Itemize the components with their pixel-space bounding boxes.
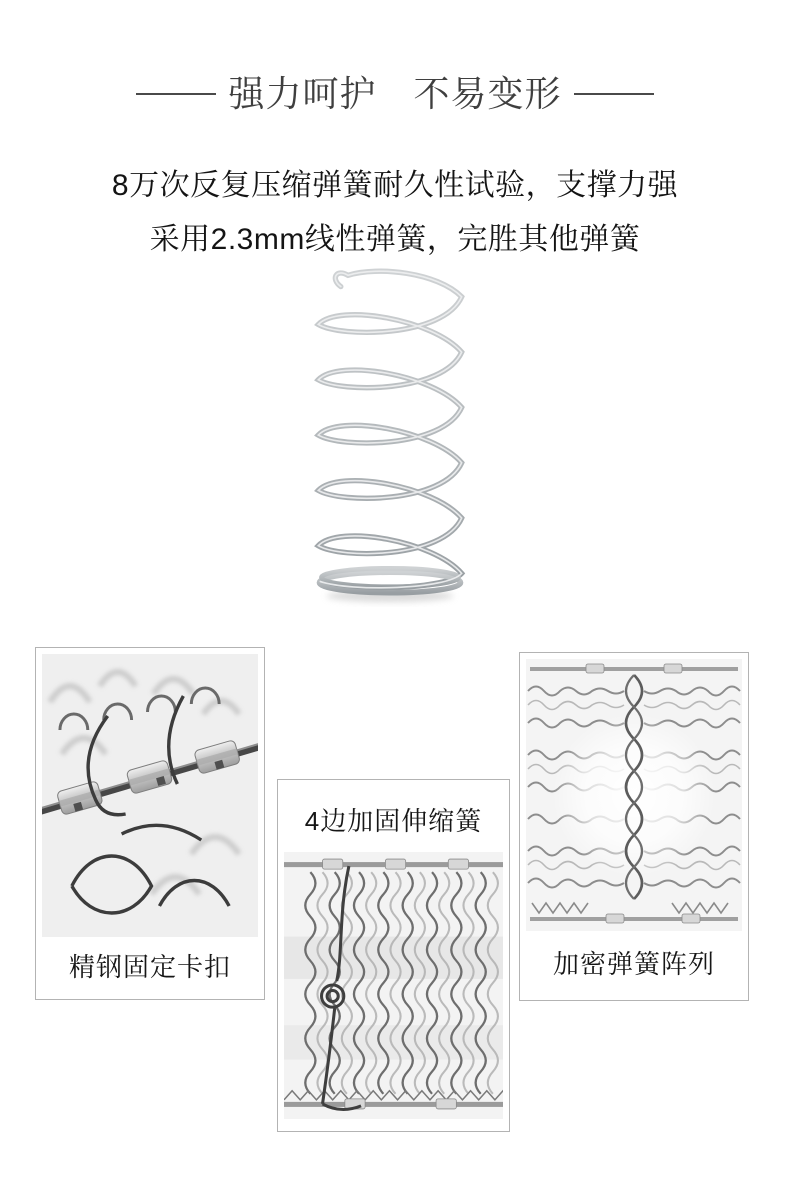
subtitle-line-1: 8万次反复压缩弹簧耐久性试验，支撑力强 bbox=[111, 169, 679, 202]
coil-spring-image bbox=[306, 264, 474, 626]
page-title: 强力呵护 不易变形 bbox=[228, 73, 562, 114]
spring-array-photo bbox=[526, 659, 742, 931]
subtitle-line-2: 采用2.3mm线性弹簧，完胜其他弹簧 bbox=[149, 223, 641, 256]
feature-caption-spring-array: 加密弹簧阵列 bbox=[552, 949, 715, 979]
title-row bbox=[0, 72, 790, 115]
feature-card-spring-array bbox=[519, 652, 749, 1001]
feature-caption-steel-clip: 精钢固定卡扣 bbox=[68, 951, 231, 982]
feature-caption-edge-spring: 4边加固伸缩簧 bbox=[304, 805, 483, 836]
title-rule-left-line bbox=[136, 93, 216, 95]
steel-clip-photo bbox=[42, 654, 258, 937]
feature-card-steel-clip bbox=[35, 647, 265, 1000]
title-rule-right-line bbox=[574, 93, 654, 95]
edge-spring-photo bbox=[284, 852, 503, 1119]
feature-card-edge-spring bbox=[277, 779, 510, 1132]
